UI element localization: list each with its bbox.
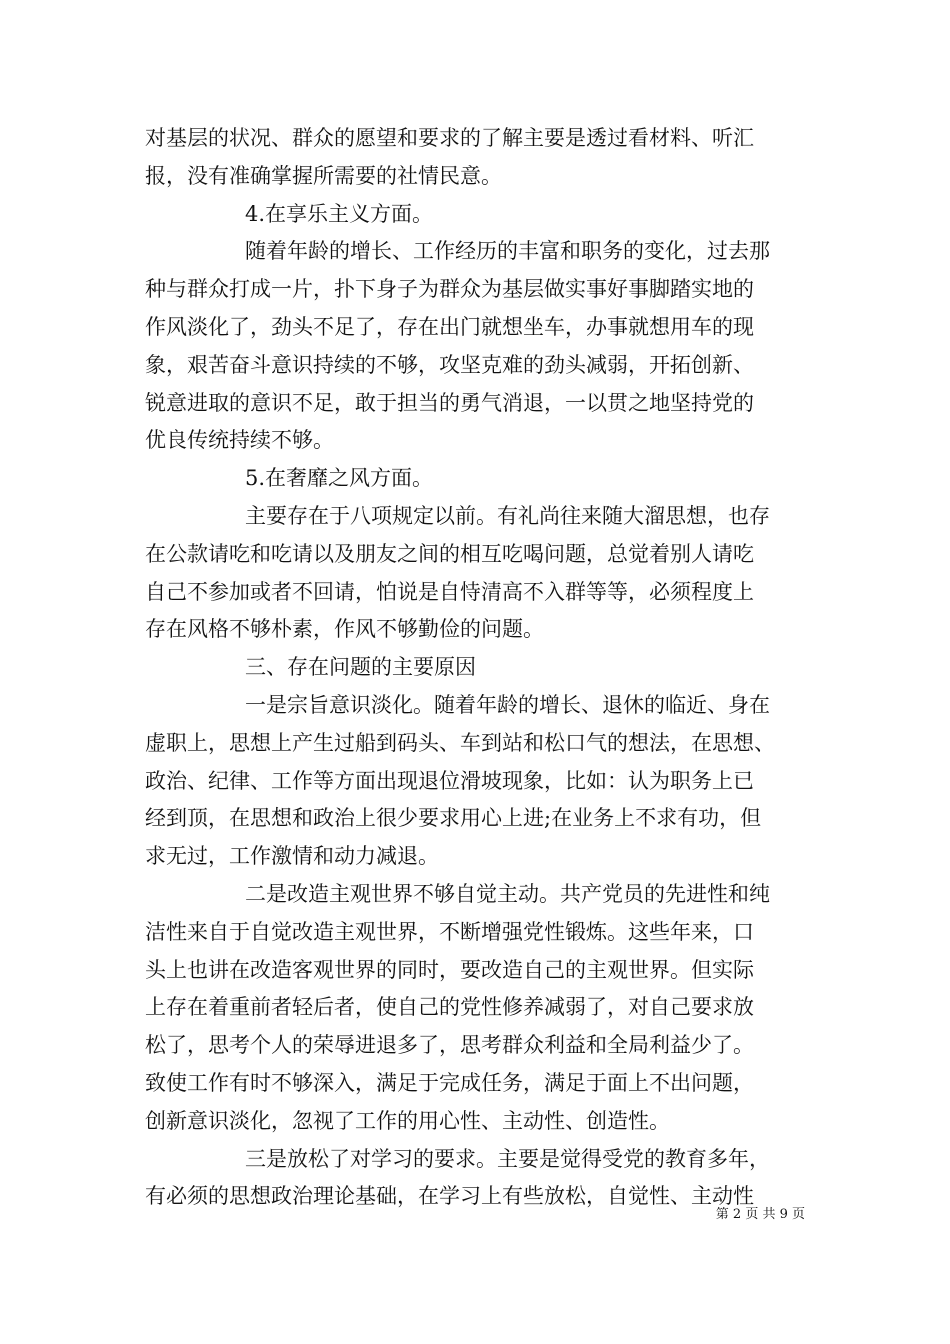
text-line: 一是宗旨意识淡化。随着年龄的增长、退休的临近、身在 [245,692,770,717]
text-line: 种与群众打成一片，扑下身子为群众为基层做实事好事脚踏实地的 [145,277,754,302]
text-line: 象，艰苦奋斗意识持续的不够，攻坚克难的劲头减弱，开拓创新、 [145,352,754,377]
text-line: 报，没有准确掌握所需要的社情民意。 [145,163,502,188]
text-line: 洁性来自于自觉改造主观世界，不断增强党性锻炼。这些年来，口 [145,919,754,944]
text-line: 虚职上，思想上产生过船到码头、车到站和松口气的想法，在思想、 [145,730,775,755]
text-line: 致使工作有时不够深入，满足于完成任务，满足于面上不出问题， [145,1070,754,1095]
text-line: 作风淡化了，劲头不足了，存在出门就想坐车，办事就想用车的现 [145,314,754,339]
text-line: 主要存在于八项规定以前。有礼尚往来随大溜思想，也存 [245,503,770,528]
text-line: 对基层的状况、群众的愿望和要求的了解主要是透过看材料、听汇 [145,126,754,150]
text-line: 创新意识淡化，忽视了工作的用心性、主动性、创造性。 [145,1108,670,1133]
text-line: 政治、纪律、工作等方面出现退位滑坡现象，比如：认为职务上已 [145,768,754,793]
text-line: 三是放松了对学习的要求。主要是觉得受党的教育多年， [245,1146,770,1171]
text-line: 锐意进取的意识不足，敢于担当的勇气消退，一以贯之地坚持党的 [145,390,754,415]
document-body [145,120,810,1216]
text-line: 经到顶，在思想和政治上很少要求用心上进;在业务上不求有功，但 [145,806,762,831]
text-line: 求无过，工作激情和动力减退。 [145,844,439,869]
text-line: 5.在奢靡之风方面。 [245,466,434,491]
text-line: 存在风格不够朴素，作风不够勤俭的问题。 [145,617,544,642]
text-line: 自己不参加或者不回请，怕说是自恃清高不入群等等，必须程度上 [145,579,754,604]
text-line: 三、存在问题的主要原因 [245,655,476,680]
text-line: 二是改造主观世界不够自觉主动。共产党员的先进性和纯 [245,881,770,906]
text-line: 上存在着重前者轻后者，使自己的党性修养减弱了，对自己要求放 [145,995,754,1020]
text-line: 4.在享乐主义方面。 [245,201,434,226]
text-line: 头上也讲在改造客观世界的同时，要改造自己的主观世界。但实际 [145,957,754,982]
page-number-footer: 第 2 页 共 9 页 [715,1207,805,1222]
text-line: 有必须的思想政治理论基础，在学习上有些放松，自觉性、主动性 [145,1184,754,1209]
text-line: 在公款请吃和吃请以及朋友之间的相互吃喝问题，总觉着别人请吃 [145,541,754,566]
text-line: 随着年龄的增长、工作经历的丰富和职务的变化，过去那 [245,239,770,264]
text-line: 优良传统持续不够。 [145,428,334,453]
text-line: 松了，思考个人的荣辱进退多了，思考群众利益和全局利益少了。 [145,1033,754,1058]
